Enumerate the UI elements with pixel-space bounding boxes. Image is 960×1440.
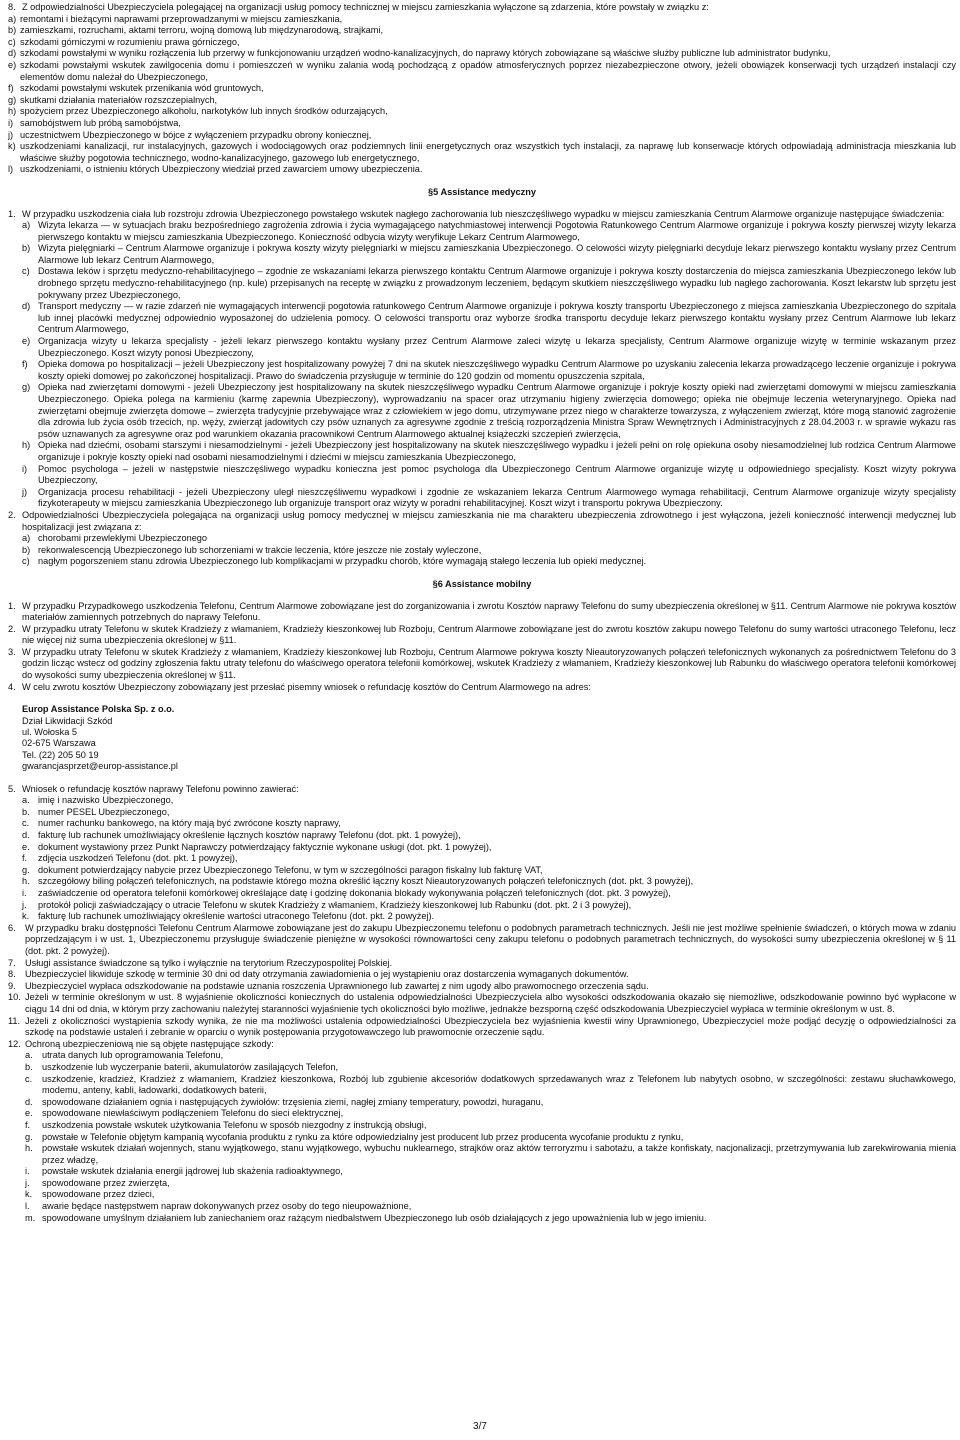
list-item	[22, 220, 956, 243]
list-marker: 8.	[8, 969, 16, 980]
list-item	[22, 487, 956, 510]
list-item	[8, 141, 956, 164]
list-item	[22, 911, 956, 923]
list-item-text: Opieka nad dziećmi, osobami starszymi i niesamodzielnymi - jeżeli Ubezpieczony jest hospitalizowany na skutek nieszczęśliwego wypadku i jeżeli pełni on rolę opiekuna osoby niesamodzielnej lub rodzica Centrum Alarmowe organizuje i pokryje koszty opieki nad osobami niesamodzielnymi i dziećmi w miejscu zamieszkania Ubezpieczonego,	[38, 440, 956, 462]
list-item	[8, 118, 956, 130]
list-marker: g.	[22, 864, 30, 875]
list-item	[22, 842, 956, 854]
list-item-text: uszkodzeniami kanalizacji, rur instalacyjnych, gazowych i wodociągowych oraz podziemnych linii energetycznych oraz wszystkich tych instalacji, za naprawę lub konserwacje których odpowiadają administracja mieszkania lub właściwe służby pogotowia technicznego, wodno-kanalizacyjnego, gazowego lub energetycznego,	[20, 141, 956, 163]
list-marker: c.	[25, 1073, 33, 1084]
numbered-paragraph	[8, 682, 956, 694]
document-page	[8, 2, 956, 1224]
list-item-text: remontami i bieżącymi naprawami przeprowadzanymi w miejscu zamieszkania,	[20, 13, 343, 24]
list-item-text: Opieka domowa po hospitalizacji – jeżeli Ubezpieczony jest hospitalizowany powyżej 7 dni na skutek nieszczęśliwego wypadku Centrum Alarmowe po uzyskaniu zalecenia lekarza prowadzącego leczenie organizuje i pokrywa koszty opieki domowej po zakończonej hospitalizacji. Prawo do świadczenia przysługuje w terminie do 120 godzin od momentu opuszczenia szpitala,	[38, 359, 956, 381]
list-item	[22, 818, 956, 830]
list-marker: m.	[25, 1212, 36, 1223]
list-marker: 7.	[8, 957, 16, 968]
list-item	[25, 1213, 956, 1225]
list-marker: a.	[22, 795, 30, 806]
sec5-service-list	[8, 220, 956, 510]
numbered-paragraph	[8, 969, 956, 981]
list-marker: j.	[22, 899, 27, 910]
numbered-paragraph	[8, 647, 956, 682]
list-item	[25, 1143, 956, 1166]
email-address: gwarancjasprzet@europ-assistance.pl	[22, 761, 178, 772]
list-item	[22, 243, 956, 266]
paragraph-number: 1.	[8, 208, 16, 219]
list-marker: i.	[22, 888, 27, 899]
sec6-paragraphs-continued	[8, 923, 956, 1039]
list-marker: b.	[22, 806, 30, 817]
list-marker: e.	[22, 841, 30, 852]
list-item	[8, 130, 956, 142]
list-item-text: utrata danych lub oprogramowania Telefonu,	[42, 1050, 224, 1061]
list-item	[8, 106, 956, 118]
paragraph-text: Z odpowiedzialności Ubezpieczyciela polegającej na organizacji usług pomocy technicznej w miejscu zamieszkania wyłączone są zdarzenia, które powstały w związku z:	[22, 2, 709, 12]
paragraph-number: 12.	[8, 1038, 21, 1049]
list-item-text: szkodami powstałymi w wyniku rozłączenia lub przerwy w funkcjonowaniu urządzeń wodno-kanalizacyjnych, do naprawy których zobowiązane są właściwe służby publiczne lub administrator budynku,	[20, 48, 831, 59]
list-marker: 4.	[8, 681, 16, 692]
sec5-exclusion-list	[8, 533, 956, 568]
list-item	[22, 865, 956, 877]
list-marker: a)	[22, 533, 31, 544]
list-item-text: samobójstwem lub próbą samobójstwa,	[20, 117, 181, 128]
list-marker: k.	[25, 1189, 33, 1200]
list-item-text: W celu zwrotu kosztów Ubezpieczony zobowiązany jest przesłać pisemny wniosek o refundację kosztów do Centrum Alarmowego na adres:	[22, 681, 591, 692]
list-item	[8, 48, 956, 60]
list-marker: i)	[22, 463, 28, 474]
list-marker: j)	[22, 486, 28, 497]
list-item	[22, 888, 956, 900]
list-item	[22, 556, 956, 568]
list-marker: 3.	[8, 646, 16, 657]
company-name: Europ Assistance Polska Sp. z o.o.	[22, 704, 175, 715]
paragraph-text: W przypadku uszkodzenia ciała lub rozstroju zdrowia Ubezpieczonego powstałego wskutek nagłego zachorowania lub nieszczęśliwego wypadku w miejscu zamieszkania Centrum Alarmowe organizuje następujące świadczenia:	[22, 208, 945, 219]
list-marker: f)	[8, 83, 14, 94]
list-item-text: Opieka nad zwierzętami domowymi - jeżeli Ubezpieczony jest hospitalizowany na skutek nieszczęśliwego wypadku Centrum Alarmowe organizuje i pokryje koszty opieki nad zwierzętami domowymi w miejscu zamieszkania Ubezpieczonego. Opieka polega na karmieniu (karmę zapewnia Ubezpieczony), wyprowadzaniu na spacer oraz utrzymaniu higieny zwierzęcia domowego; opieka nie obejmuje leczenia weterynaryjnego. Opieka nad zwierzętami obejmuje zwierzęta domowe – zwierzęta tradycyjnie przebywające wraz z człowiekiem w jego domu, utrzymywane przez niego w charakterze towarzysza, z wyłączeniem zwierząt, które mogą stanowić zagrożenie dla zdrowia lub życia osób trzecich, np. węży, zwierząt jadowitych czy psów uznanych za agresywne zgodnie z treścią rozporządzenia Ministra Spraw Wewnętrznych i Administracyjnych z 28.04.2003 r. w sprawie wykazu ras psów uznawanych za agresywne oraz pod warunkiem okazania pracownikowi Centrum Alarmowego aktualnej książeczki szczepień zwierzęcia,	[38, 382, 956, 439]
list-item	[25, 1120, 956, 1132]
list-item-text: fakturę lub rachunek umożliwiający określenie wartości utraconego Telefonu (dot. pkt. 2 powyżej).	[38, 911, 435, 922]
list-item	[22, 795, 956, 807]
sec6-paragraphs	[8, 601, 956, 694]
list-marker: c)	[22, 266, 30, 277]
list-item-text: W przypadku Przypadkowego uszkodzenia Telefonu, Centrum Alarmowe zobowiązane jest do zorganizowania i zwrotu Kosztów naprawy Telefonu do sumy ubezpieczenia określonej w §11. Centrum Alarmowe nie pokrywa kosztów materiałów zamiennych potrzebnych do naprawy Telefonu.	[22, 600, 956, 623]
section-6-heading: §6 Assistance mobilny	[432, 578, 532, 589]
list-item-text: szkodami powstałymi wskutek przenikania wód gruntowych,	[20, 83, 264, 94]
list-item-text: Organizacja procesu rehabilitacji - jeżeli Ubezpieczony uległ nieszczęśliwemu wypadkowi i zgodnie ze wskazaniem lekarza Centrum Alarmowego wymaga rehabilitacji, Centrum Alarmowe organizuje wizyty specjalisty fizykoterapeuty w miejscu zamieszkania Ubezpieczonego lub organizuje transport oraz wizyty w poradni rehabilitacyjnej. Koszt wizyt i transportu pokrywa Ubezpieczony.	[38, 486, 956, 509]
list-item	[22, 900, 956, 912]
paragraph-number: 8.	[8, 2, 16, 12]
list-item-text: zaświadczenie od operatora telefonii komórkowej określające datę i godzinę dokonania blokady wykonywania połączeń telefonicznych (dot. pkt. 3 powyżej),	[38, 888, 671, 899]
list-marker: c)	[8, 36, 16, 47]
list-marker: d.	[25, 1096, 33, 1107]
list-item	[25, 1189, 956, 1201]
list-item	[22, 382, 956, 440]
sec4-paragraph-8	[8, 2, 956, 14]
city-address: 02-675 Warszawa	[22, 738, 96, 749]
list-item-text: numer PESEL Ubezpieczonego,	[38, 806, 170, 817]
list-item-text: powstałe wskutek działania energii jądrowej lub skażenia radioaktywnego,	[42, 1166, 343, 1177]
list-marker: f.	[22, 853, 28, 864]
list-item-text: Organizacja wizyty u lekarza specjalisty - jeżeli lekarz pierwszego kontaktu wysłany przez Centrum Alarmowe zaleci wizytę u lekarza specjalisty, Centrum Alarmowe organizuje wizytę w terminie wskazanym przez Ubezpieczonego. Koszt wizyty ponosi Ubezpieczony,	[38, 336, 956, 358]
list-item-text: Pomoc psychologa – jeżeli w następstwie nieszczęśliwego wypadku konieczna jest pomoc psychologa dla Ubezpieczonego Centrum Alarmowe organizuje wizytę u odpowiedniego specjalisty. Koszt wizyty pokrywa Ubezpieczony,	[38, 463, 956, 486]
paragraph-text: Wniosek o refundację kosztów naprawy Telefonu powinno zawierać:	[22, 783, 299, 794]
department-name: Dział Likwidacji Szkód	[22, 715, 113, 726]
list-item-text: W przypadku utraty Telefonu w skutek Kradzieży z włamaniem, Kradzieży kieszonkowej lub Rozboju, Centrum Alarmowe zobowiązane jest do zwrotu kosztów zakupu nowego Telefonu do sumy wartości utraconego Telefonu, lecz nie więcej niż suma ubezpieczenia określonej w §11.	[22, 623, 956, 646]
list-item-text: uszkodzenia powstałe wskutek użytkowania Telefonu w sposób niezgodny z instrukcją obsługi,	[42, 1119, 427, 1130]
list-item-text: uszkodzenie lub wyczerpanie baterii, akumulatorów zasilających Telefon,	[42, 1061, 339, 1072]
list-marker: f)	[22, 359, 28, 370]
list-item	[22, 807, 956, 819]
list-item	[25, 1074, 956, 1097]
list-item	[22, 876, 956, 888]
list-item	[25, 1062, 956, 1074]
excluded-damages-list	[8, 1050, 956, 1224]
list-item	[22, 359, 956, 382]
list-marker: c)	[22, 556, 30, 567]
list-marker: i)	[8, 117, 14, 128]
list-item-text: szczegółowy biling połączeń telefonicznych, na podstawie którego można określić łączny koszt Nieautoryzowanych połączeń telefonicznych (dot. pkt. 3 powyżej),	[38, 876, 694, 887]
list-marker: e.	[25, 1108, 33, 1119]
list-marker: 10.	[8, 992, 21, 1003]
list-item	[22, 440, 956, 463]
list-marker: j.	[25, 1177, 30, 1188]
list-item-text: nagłym pogorszeniem stanu zdrowia Ubezpieczonego lub komplikacjami w przypadku chorób, które wymagają stałego leczenia lub opieki medycznej.	[38, 556, 647, 567]
list-marker: k.	[22, 911, 30, 922]
list-marker: b)	[8, 25, 17, 36]
list-item-text: Ubezpieczyciel wypłaca odszkodowanie na podstawie uznania roszczenia Uprawnionego lub zawartej z nim ugody albo prawomocnego orzeczenia sądu.	[25, 980, 649, 991]
list-item	[25, 1201, 956, 1213]
list-marker: l.	[25, 1201, 30, 1212]
list-item	[8, 164, 956, 176]
list-item-text: spowodowane przez dzieci,	[42, 1189, 155, 1200]
list-marker: a)	[8, 13, 17, 24]
list-marker: 9.	[8, 980, 16, 991]
list-marker: 2.	[8, 623, 16, 634]
numbered-paragraph	[8, 1016, 956, 1039]
list-item-text: numer rachunku bankowego, na który mają być zwrócone koszty naprawy,	[38, 818, 341, 829]
numbered-paragraph	[8, 624, 956, 647]
paragraph-number: 5.	[8, 783, 16, 794]
list-item-text: spowodowane umyślnym działaniem lub zaniechaniem oraz rażącym niedbalstwem Ubezpieczonego lub osób działających z jego upoważnienia lub w jego imieniu.	[42, 1212, 707, 1223]
list-item	[25, 1178, 956, 1190]
list-marker: a.	[25, 1050, 33, 1061]
list-marker: g)	[8, 94, 17, 105]
street-address: ul. Wołoska 5	[22, 727, 77, 738]
list-item	[22, 266, 956, 301]
list-item	[25, 1166, 956, 1178]
list-item-text: spożyciem przez Ubezpieczonego alkoholu, narkotyków lub innych środków odurzających,	[20, 106, 388, 117]
list-item	[22, 830, 956, 842]
list-marker: k)	[8, 141, 16, 152]
sec4-exclusion-list	[8, 14, 956, 176]
numbered-paragraph	[8, 601, 956, 624]
list-marker: f.	[25, 1119, 31, 1130]
numbered-paragraph	[8, 958, 956, 970]
paragraph-text: Ochroną ubezpieczeniową nie są objęte następujące szkody:	[25, 1038, 274, 1049]
list-marker: l)	[8, 164, 14, 175]
list-item-text: dokument potwierdzający nabycie przez Ubezpieczonego Telefonu, w tym w szczególności paragon fiskalny lub fakturę VAT,	[38, 864, 543, 875]
list-item	[25, 1097, 956, 1109]
list-item-text: rekonwalescencją Ubezpieczonego lub schorzeniami w trakcie leczenia, które jeszcze nie zostały wyleczone,	[38, 544, 482, 555]
list-marker: d)	[22, 301, 31, 312]
list-item-text: szkodami powstałymi wskutek zawilgocenia domu i pomieszczeń w wyniku zalania wodą pochodzącą z opadów atmosferycznych poprzez niezabezpieczone otwory, jeżeli obowiązek konserwacji tych urządzeń instalacji czy elementów domu należał do Ubezpieczonego,	[20, 59, 956, 82]
list-item-text: chorobami przewlekłymi Ubezpieczonego	[38, 533, 208, 544]
list-marker: 11.	[8, 1015, 21, 1026]
numbered-paragraph	[8, 923, 956, 958]
list-item-text: uszkodzenie, kradzież, Kradzież z włamaniem, Kradzież kieszonkowa, Rozbój lub zgubienie akcesoriów dodatkowych sprzedawanych wraz z Telefonem lub nabytych osobno, w szczególności: zestawu słuchawkowego, modemu, anteny, kabli, ładowarki, dodatkowych baterii,	[42, 1073, 956, 1096]
list-item	[8, 14, 956, 26]
paragraph-text: Odpowiedzialności Ubezpieczyciela polegająca na organizacji usług pomocy medycznej w miejscu zamieszkania nie ma charakteru ubezpieczenia zdrowotnego i jest wyłączona, jeżeli konieczność interwencji medycznej lub hospitalizacji jest związana z:	[22, 509, 956, 532]
list-item	[8, 60, 956, 83]
list-item-text: Jeżeli w terminie określonym w ust. 8 wyjaśnienie okoliczności koniecznych do ustalenia odpowiedzialności Ubezpieczyciela albo wysokości odszkodowania okazało się niemożliwe, odszkodowanie powinno być wypłacone w ciągu 14 dni od dnia, w którym przy zachowaniu należytej staranności wyjaśnienie tych okoliczności było możliwe, jednakże bezsporną część odszkodowania Ubezpieczyciel wypłaca w terminie określonym w ust. 8.	[25, 992, 956, 1014]
list-item-text: powstałe wskutek działań wojennych, stanu wyjątkowego, stanu wyjątkowego, wybuchu nuklearnego, strajków oraz aktów terroryzmu i sabotażu, a także konfiskaty, nacjonalizacji, przetrzymywania lub zarekwirowania mienia przez władzę,	[42, 1143, 956, 1165]
list-item-text: Wizyta pielęgniarki – Centrum Alarmowe organizuje i pokrywa koszty wizyty pielęgniarki w miejscu zamieszkania Ubezpieczonego. O celowości wizyty pielęgniarki decyduje lekarz pierwszego kontaktu wysłany przez Centrum Alarmowe lub lekarz Centrum Alarmowego,	[38, 243, 956, 265]
numbered-paragraph	[8, 992, 956, 1015]
list-marker: h.	[25, 1143, 33, 1154]
list-item	[25, 1132, 956, 1144]
list-marker: h)	[22, 440, 31, 451]
list-marker: b)	[22, 243, 31, 254]
sec6-paragraph-5	[8, 784, 956, 796]
list-item	[8, 83, 956, 95]
sec5-paragraph-1	[8, 209, 956, 221]
list-marker: h.	[22, 876, 30, 887]
list-item-text: spowodowane przez zwierzęta,	[42, 1177, 170, 1188]
list-item-text: imię i nazwisko Ubezpieczonego,	[38, 795, 174, 806]
list-item-text: spowodowane działaniem ognia i następujących żywiołów: trzęsienia ziemi, nagłej zmiany temperatury, powodzi, huraganu,	[42, 1096, 544, 1107]
list-item-text: W przypadku braku dostępności Telefonu Centrum Alarmowe zobowiązane jest do zakupu Ubezpieczonemu telefonu o podobnych parametrach technicznych. Jeśli nie jest możliwe spełnienie świadczeń, o których mowa w zdaniu poprzedzającym i w ust. 1, Ubezpieczonemu przysługuje świadczenie pieniężne w wysokości równowartości ceny zakupu telefonu o podobnych parametrach technicznych, do wysokości sumy ubezpieczenia określonej w § 11 (dot. pkt. 2 powyżej).	[25, 922, 956, 956]
list-item	[8, 25, 956, 37]
list-item-text: Usługi assistance świadczone są tylko i wyłącznie na terytorium Rzeczypospolitej Polskiej.	[25, 957, 393, 968]
list-item-text: Jeżeli z okoliczności wystąpienia szkody wynika, że nie ma możliwości ustalenia odpowiedzialności Ubezpieczyciela bez wyjaśnienia kwestii winy Uprawnionego, Ubezpieczyciel może podjąć decyzję o odpowiedzialności za szkodę na podstawie ustaleń i zebranie w oparciu o wynik postępowania przygotowawczego lub prawomocnie orzeczenie sądu.	[25, 1015, 956, 1038]
list-item-text: protokół policji zaświadczający o utracie Telefonu w skutek Kradzieży z włamaniem, Kradzieży kieszonkowej lub Rabunku (dot. pkt. 2 i 3 powyżej),	[38, 899, 632, 910]
numbered-paragraph	[8, 981, 956, 993]
list-marker: e)	[8, 59, 17, 70]
section-5-heading: §5 Assistance medyczny	[428, 186, 536, 197]
sec5-paragraph-2	[8, 510, 956, 533]
list-marker: d)	[8, 48, 17, 59]
list-item-text: Transport medyczny — w razie zdarzeń nie wymagających interwencji pogotowia ratunkowego Centrum Alarmowe organizuje i pokrywa koszty transportu Ubezpieczonego z miejsca zamieszkania Ubezpieczonego do szpitala lub innej placówki medycznej odpowiednio wyposażonej do udzielenia pomocy. O celowości transportu oraz wyborze środka transportu decyduje lekarz pierwszego kontaktu wysłany przez Centrum Alarmowe lub lekarz Centrum Alarmowego,	[38, 301, 956, 335]
list-marker: d.	[22, 830, 30, 841]
list-marker: g)	[22, 382, 31, 393]
list-item	[25, 1050, 956, 1062]
list-item	[8, 37, 956, 49]
list-item	[22, 545, 956, 557]
list-item-text: Wizyta lekarza — w sytuacjach braku bezpośredniego zagrożenia zdrowia i życia wymagającego natychmiastowej interwencji Pogotowia Ratunkowego Centrum Alarmowe organizuje i pokrywa koszty pierwszej wizyty lekarza pierwszego kontaktu w miejscu zamieszkania Ubezpieczonego. Konieczność odbycia wizyty weryfikuje Lekarz Centrum Alarmowego,	[38, 220, 956, 242]
list-marker: h)	[8, 106, 17, 117]
list-item-text: dokument wystawiony przez Punkt Naprawczy potwierdzający faktycznie wykonane usługi (dot. pkt. 1 powyżej),	[38, 841, 492, 852]
refund-request-list	[8, 795, 956, 923]
list-item-text: powstałe w Telefonie objętym kampanią wycofania produktu z rynku za które odpowiedzialny jest producent lub przez producenta wycofanie produktu z rynku,	[42, 1131, 684, 1142]
address-block	[22, 704, 956, 772]
list-marker: b.	[25, 1061, 33, 1072]
list-item	[22, 853, 956, 865]
list-item-text: awarie będące następstwem napraw dokonywanych przez osoby do tego nieupoważnione,	[42, 1201, 412, 1212]
list-item-text: Dostawa leków i sprzętu medyczno-rehabilitacyjnego – zgodnie ze wskazaniami lekarza pierwszego kontaktu Centrum Alarmowe organizuje i pokrywa koszty dostarczenia do miejsca zamieszkania Ubezpieczonego leków lub drobnego sprzętu medyczno-rehabilitacyjnego (np. kule) przepisanych na receptę w związku z prowadzonym leczeniem, będącym skutkiem nieszczęśliwego wypadku lub nagłego zachorowania. Koszt lekarstw lub sprzętu jest pokrywany przez Ubezpieczonego,	[38, 266, 956, 300]
page-number: 3/7	[473, 1421, 487, 1432]
list-marker: 1.	[8, 600, 16, 611]
list-marker: a)	[22, 220, 31, 231]
list-marker: i.	[25, 1166, 30, 1177]
list-item-text: fakturę lub rachunek umożliwiający określenie łącznych kosztów naprawy Telefonu (dot. pkt. 1 powyżej),	[38, 830, 461, 841]
list-marker: j)	[8, 129, 14, 140]
list-item-text: skutkami działania materiałów rozszczepialnych,	[20, 94, 218, 105]
list-marker: b)	[22, 544, 31, 555]
list-marker: c.	[22, 818, 30, 829]
list-item-text: zdjęcia uszkodzeń Telefonu (dot. pkt. 1 powyżej),	[38, 853, 238, 864]
list-item-text: szkodami górniczymi w rozumieniu prawa górniczego,	[20, 36, 240, 47]
list-item-text: uszkodzeniami, o istnieniu których Ubezpieczony wiedział przed zawarciem umowy ubezpieczenia.	[20, 164, 423, 175]
list-item-text: Ubezpieczyciel likwiduje szkodę w terminie 30 dni od daty otrzymania zawiadomienia o jej wystąpieniu oraz dostarczenia wymaganych dokumentów.	[25, 969, 629, 980]
list-marker: e)	[22, 336, 31, 347]
phone-number: Tel. (22) 205 50 19	[22, 749, 99, 760]
paragraph-number: 2.	[8, 509, 16, 520]
list-item	[25, 1108, 956, 1120]
list-item	[8, 95, 956, 107]
list-item	[22, 533, 956, 545]
list-item	[22, 336, 956, 359]
list-item-text: W przypadku utraty Telefonu w skutek Kradzieży z włamaniem, Kradzieży kieszonkowej lub Rozboju, Centrum Alarmowe pokrywa koszty Nieautoryzowanych połączeń telefonicznych wykonanych za pośrednictwem Telefonu do 3 godzin licząc wstecz od godziny zgłoszenia faktu utraty telefonu do właściwego operatora telefonii komórkowej, wskutek Kradzieży z włamaniem, Kradzieży kieszonkowej lub Rabunku do właściwego operatora telefonii komórkowej do wysokości sumy ubezpieczenia określonej w §11.	[22, 646, 956, 681]
list-marker: g.	[25, 1131, 33, 1142]
list-item-text: uczestnictwem Ubezpieczonego w bójce z wyłączeniem przypadku obrony koniecznej,	[20, 129, 372, 140]
list-item-text: spowodowane niewłaściwym podłączeniem Telefonu do sieci elektrycznej,	[42, 1108, 344, 1119]
list-item	[22, 301, 956, 336]
list-marker: 6.	[8, 922, 16, 933]
sec6-paragraph-12	[8, 1039, 956, 1051]
list-item	[22, 464, 956, 487]
list-item-text: zamieszkami, rozruchami, aktami terroru, wojną domową lub międzynarodową, strajkami,	[20, 25, 384, 36]
